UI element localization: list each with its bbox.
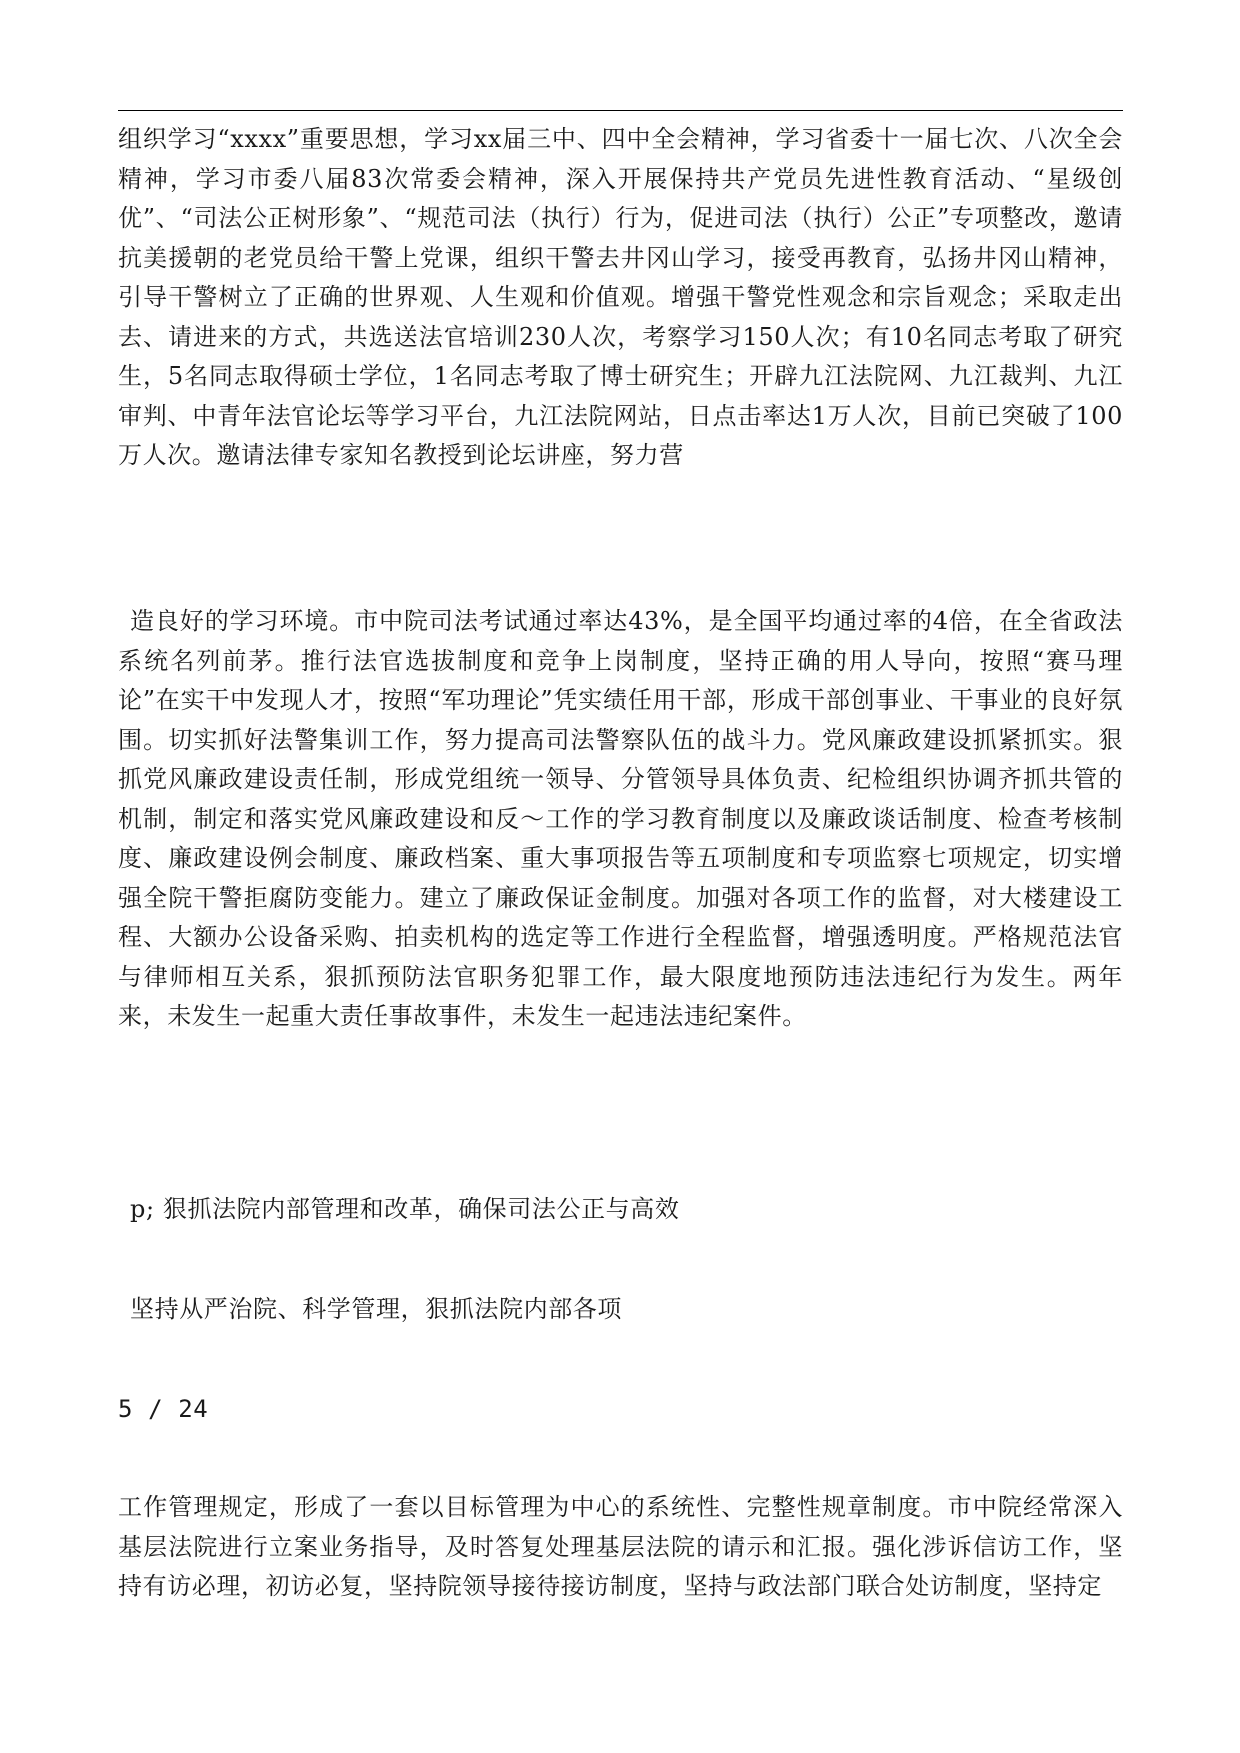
page-number: 5 / 24: [118, 1395, 209, 1423]
body-paragraph-petition: 工作管理规定，形成了一套以目标管理为中心的系统性、完整性规章制度。市中院经常深入基层法院进行立案业务指导，及时答复处理基层法院的请示和汇报。强化涉诉信访工作，坚持有访必理，初访必复，坚持院领导接待接访制度，坚持与政法部门联合处访制度，坚持定: [118, 1493, 1123, 1600]
body-paragraph-management-intro: 坚持从严治院、科学管理，狠抓法院内部各项: [130, 1295, 622, 1323]
body-paragraph-study: 组织学习“xxxx”重要思想，学习xx届三中、四中全会精神，学习省委十一届七次、八次全会精神，学习市委八届83次常委会精神，深入开展保持共产党员先进性教育活动、“星级创优”、“司法公正树形象”、“规范司法（执行）行为，促进司法（执行）公正”专项整改，邀请抗美援朝的老党员给干警上党课，组织干警去井冈山学习，接受再教育，弘扬井冈山精神，引导干警树立了正确的世界观、人生观和价值观。增强干警党性观念和宗旨观念；采取走出去、请进来的方式，共选送法官培训230人次，考察学习150人次；有10名同志考取了研究生，5名同志取得硕士学位，1名同志考取了博士研究生；开辟九江法院网、九江裁判、九江审判、中青年法官论坛等学习平台，九江法院网站，日点击率达1万人次，目前已突破了100万人次。邀请法律专家知名教授到论坛讲座，努力营: [118, 125, 1123, 469]
section-heading-management: p; 狠抓法院内部管理和改革，确保司法公正与高效: [130, 1195, 680, 1223]
header-rule: [118, 110, 1123, 111]
body-paragraph-discipline: 造良好的学习环境。市中院司法考试通过率达43%，是全国平均通过率的4倍，在全省政法系统名列前茅。推行法官选拔制度和竞争上岗制度，坚持正确的用人导向，按照“赛马理论”在实干中发现人才，按照“军功理论”凭实绩任用干部，形成干部创事业、干事业的良好氛围。切实抓好法警集训工作，努力提高司法警察队伍的战斗力。党风廉政建设抓紧抓实。狠抓党风廉政建设责任制，形成党组统一领导、分管领导具体负责、纪检组织协调齐抓共管的机制，制定和落实党风廉政建设和反～工作的学习教育制度以及廉政谈话制度、检查考核制度、廉政建设例会制度、廉政档案、重大事项报告等五项制度和专项监察七项规定，切实增强全院干警拒腐防变能力。建立了廉政保证金制度。加强对各项工作的监督，对大楼建设工程、大额办公设备采购、拍卖机构的选定等工作进行全程监督，增强透明度。严格规范法官与律师相互关系，狠抓预防法官职务犯罪工作，最大限度地预防违法违纪行为发生。两年来，未发生一起重大责任事故事件，未发生一起违法违纪案件。: [118, 607, 1123, 1030]
